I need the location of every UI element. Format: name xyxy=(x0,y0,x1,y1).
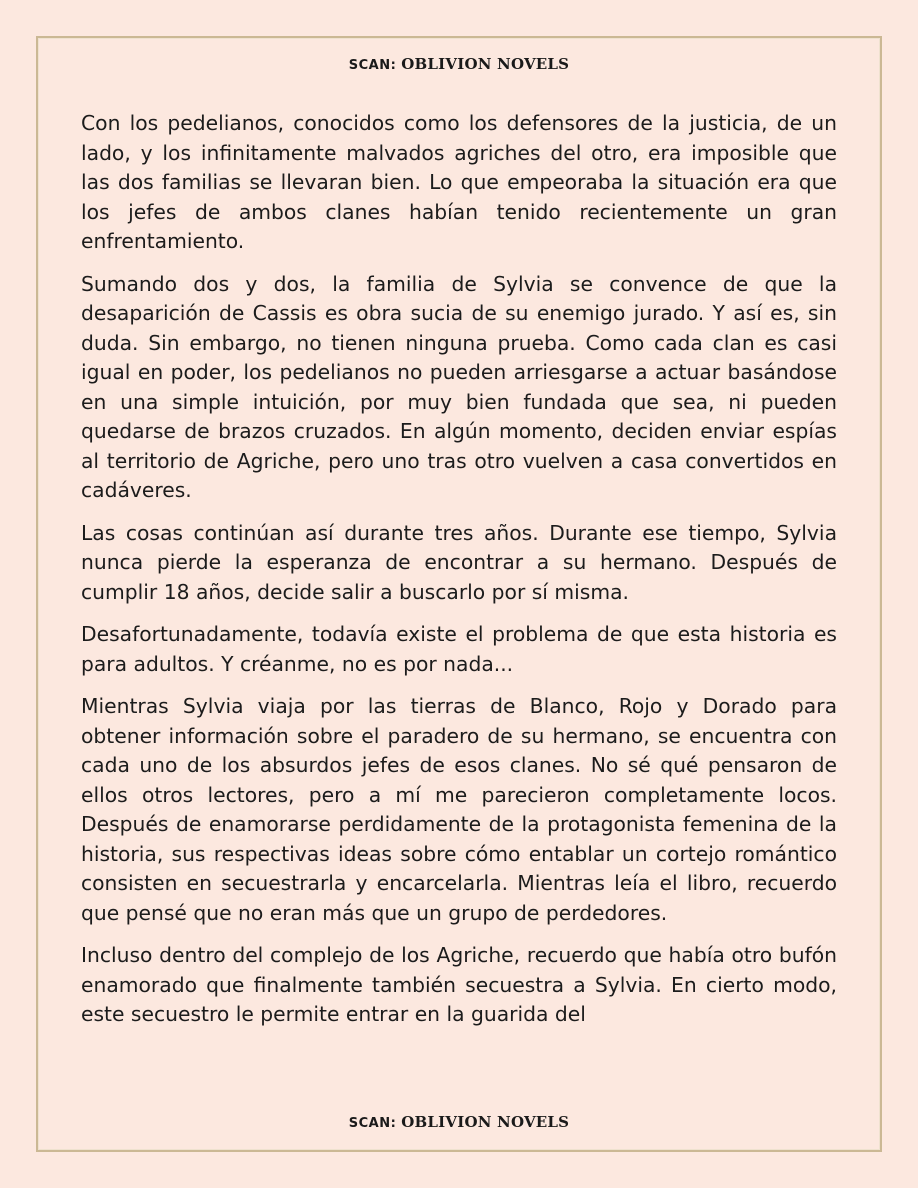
scan-credit-footer xyxy=(0,1113,918,1131)
scan-credit-header xyxy=(0,55,918,73)
scan-brand: OBLIVION NOVELS xyxy=(401,1113,570,1131)
page-body xyxy=(81,109,837,1030)
paragraph: Incluso dentro del complejo de los Agriche, recuerdo que había otro bufón enamorado que finalmente también secuestra a Sylvia. En cierto modo, este secuestro le permite entrar en la guarida del xyxy=(81,943,837,1026)
paragraph: Mientras Sylvia viaja por las tierras de Blanco, Rojo y Dorado para obtener información sobre el paradero de su hermano, se encuentra con cada uno de los absurdos jefes de esos clanes. No sé qué pensaron de ellos otros lectores, pero a mí me parecieron completamente locos. Después de enamorarse perdidamente de la protagonista femenina de la historia, sus respectivas ideas sobre cómo entablar un cortejo romántico consisten en secuestrarla y encarcelarla. Mientras leía el libro, recuerdo que pensé que no eran más que un grupo de perdedores. xyxy=(81,694,837,925)
paragraph: Sumando dos y dos, la familia de Sylvia se convence de que la desaparición de Cassis es obra sucia de su enemigo jurado. Y así es, sin duda. Sin embargo, no tienen ninguna prueba. Como cada clan es casi igual en poder, los pedelianos no pueden arriesgarse a actuar basándose en una simple intuición, por muy bien fundada que sea, ni pueden quedarse de brazos cruzados. En algún momento, deciden enviar espías al territorio de Agriche, pero uno tras otro vuelven a casa convertidos en cadáveres. xyxy=(81,271,837,502)
scan-prefix: SCAN: xyxy=(348,58,397,73)
paragraph: Desafortunadamente, todavía existe el problema de que esta historia es para adultos. Y créanme, no es por nada... xyxy=(81,622,837,676)
scan-brand: OBLIVION NOVELS xyxy=(401,55,570,73)
paragraph: Las cosas continúan así durante tres años. Durante ese tiempo, Sylvia nunca pierde la esperanza de encontrar a su hermano. Después de cumplir 18 años, decide salir a buscarlo por sí misma. xyxy=(81,520,837,604)
scan-prefix: SCAN: xyxy=(348,1116,397,1131)
paragraph: Con los pedelianos, conocidos como los defensores de la justicia, de un lado, y los infinitamente malvados agriches del otro, era imposible que las dos familias se llevaran bien. Lo que empeoraba la situación era que los jefes de ambos clanes habían tenido recientemente un gran enfrentamiento. xyxy=(81,111,837,253)
